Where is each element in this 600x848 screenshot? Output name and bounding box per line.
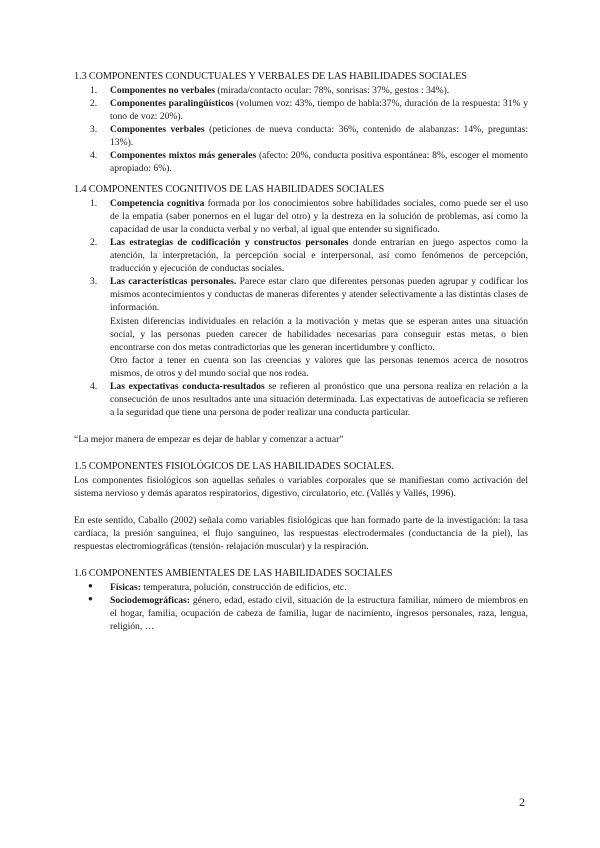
paragraph: Existen diferencias individuales en relación a la motivación y metas que se esperan antes una situación social, y las personas pueden carecer de habilidades necesarias para conseguir estas metas, o bien encontrarse con dos metas contradictorias que les generan incertidumbre y conflicto. bbox=[110, 315, 528, 353]
list-item: 4. Las expectativas conducta-resultados se refieren al pronóstico que una persona realiza en relación a la consecución de unos resultados ante una situación determinada. Las expectativas de autoeficacia se refieren a la seguridad que tiene una persona de poder realizar una conducta particular. bbox=[90, 380, 528, 418]
bullet-icon: ● bbox=[88, 593, 93, 603]
paragraph: En este sentido, Caballo (2002) señala como variables fisiológicas que han formado parte de la investigación: la tasa cardíaca, la presión sanguínea, el flujo sanguíneo, las respuestas electrodermales (conductancia de la piel), las respuestas electromiográficas (tensión- relajación muscular) y la respiración. bbox=[74, 514, 528, 552]
heading-1-4: 1.4 COMPONENTES COGNITIVOS DE LAS HABILIDADES SOCIALES bbox=[74, 184, 385, 196]
list-ambientales bbox=[74, 581, 528, 633]
list-item: 3. Las características personales. Parece estar claro que diferentes personas pueden agrupar y codificar los mismos acontecimientos y conductas de maneras diferentes y atender selectivamente a las distintas clases de información. Existen diferencias individuales en relación a la motivación y metas que se esperan antes una situación social, y las personas pueden carecer de habilidades necesarias para conseguir estas metas, o bien encontrarse con dos metas contradictorias que les generan incertidumbre y conflicto. Otro factor a tener en cuenta son las creencias y valores que las personas tenemos acerca de nosotros mismos, de otros y del mundo social que nos rodea. bbox=[90, 276, 528, 379]
list-item: 3. Componentes verbales (peticiones de nueva conducta: 36%, contenido de alabanzas: 14%, preguntas: 13%). bbox=[90, 124, 528, 149]
paragraph: Otro factor a tener en cuenta son las creencias y valores que las personas tenemos acerca de nosotros mismos, de otros y del mundo social que nos rodea. bbox=[110, 354, 528, 379]
list-item: ● Sociodemográficas: género, edad, estado civil, situación de la estructura familiar, número de miembros en el hogar, familia, ocupación de cabeza de familia, lugar de nacimiento, ingresos personales, raza, lengua, religión, … bbox=[88, 593, 528, 633]
list-item: 2. Componentes paralingüísticos (volumen voz: 43%, tiempo de habla:37%, duración de la respuesta: 31% y tono de voz: 20%). bbox=[90, 97, 528, 122]
document-page bbox=[74, 70, 528, 633]
list-item: 1. Componentes no verbales (mirada/contacto ocular: 78%, sonrisas: 37%, gestos : 34%). bbox=[90, 84, 450, 96]
list-item: 4. Componentes mixtos más generales (afecto: 20%, conducta positiva espontánea: 8%, escoger el momento apropiado: 6%). bbox=[90, 150, 528, 175]
list-item: 2. Las estrategias de codificación y constructos personales donde entrarían en juego aspectos como la atención, la interpretación, la percepción social e interpersonal, así como fenómenos de percepción, traducción y ejecución de conductas sociales. bbox=[90, 237, 528, 275]
paragraph: Los componentes fisiológicos son aquellas señales o variables corporales que se manifiestan como activación del sistema nervioso y demás aparatos respiratorios, digestivo, circulatorio, etc. (Vallés y Vallés, 1996). bbox=[74, 474, 528, 499]
heading-1-3: 1.3 COMPONENTES CONDUCTUALES Y VERBALES DE LAS HABILIDADES SOCIALES bbox=[74, 71, 467, 82]
list-cognitivos bbox=[74, 197, 528, 419]
heading-1-6: 1.6 COMPONENTES AMBIENTALES DE LAS HABILIDADES SOCIALES bbox=[74, 568, 393, 580]
heading-1-5: 1.5 COMPONENTES FISIOLÓGICOS DE LAS HABILIDADES SOCIALES. bbox=[74, 460, 394, 472]
list-item: ● Físicas: temperatura, polución, construcción de edificios, etc. bbox=[88, 580, 347, 593]
list-item: 1. Competencia cognitiva formada por los conocimientos sobre habilidades sociales, como puede ser el uso de la empatía (saber ponernos en el lugar del otro) y la destreza en la solución de problemas, así como la capacidad de usar la conducta verbal y no verbal, al igual que entender su significado. bbox=[90, 198, 529, 236]
page-number: 2 bbox=[519, 795, 525, 809]
bullet-icon: ● bbox=[88, 580, 93, 590]
quote: “La mejor manera de empezar es dejar de hablar y comenzar a actuar” bbox=[74, 433, 344, 445]
list-conductuales bbox=[74, 84, 528, 175]
